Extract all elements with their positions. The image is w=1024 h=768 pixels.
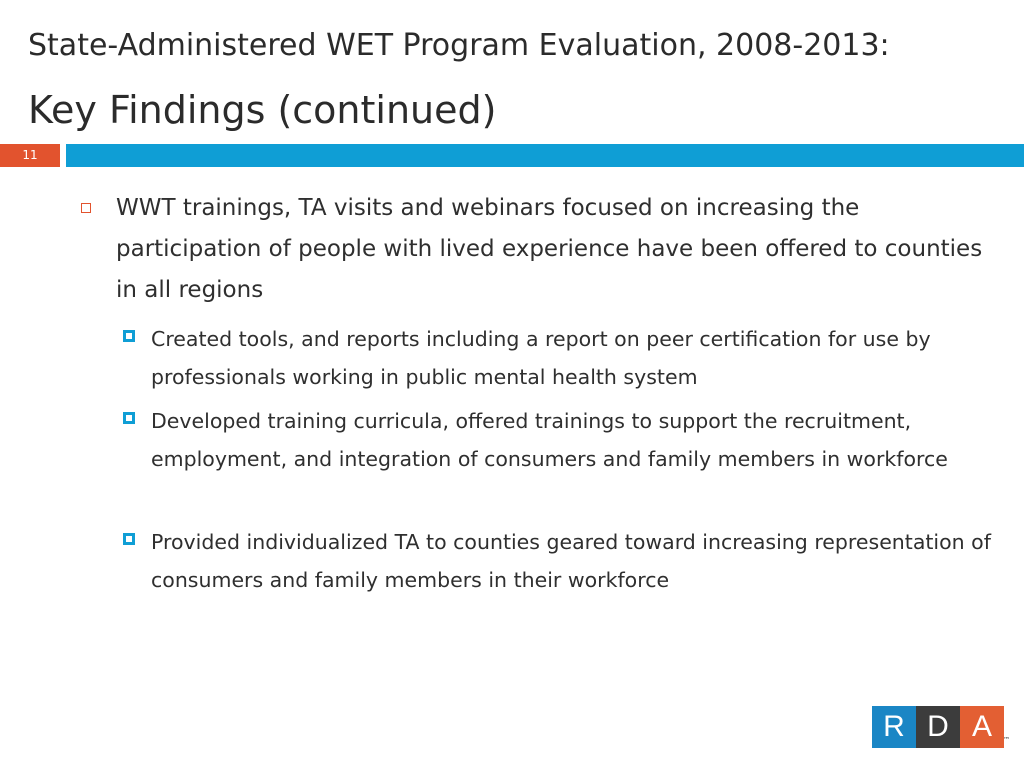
logo-trademark: ™ bbox=[1003, 736, 1010, 744]
sub-bullet-text: Provided individualized TA to counties geared toward increasing representation of consumers and family members in their workforce bbox=[151, 530, 991, 592]
sub-bullet-text: Developed training curricula, offered trainings to support the recruitment, employment, and integration of consumers and family members in workforce bbox=[151, 409, 948, 471]
square-bullet-icon bbox=[123, 533, 135, 545]
slide-title-line-1: State-Administered WET Program Evaluation, 2008-2013: bbox=[28, 28, 890, 63]
header-rule-bar bbox=[66, 144, 1024, 167]
sub-bullet-text: Created tools, and reports including a report on peer certification for use by professionals working in public mental health system bbox=[151, 327, 931, 389]
slide-title-line-2: Key Findings (continued) bbox=[28, 88, 497, 132]
logo-letter-a: A bbox=[960, 706, 1004, 748]
sub-bullet bbox=[123, 402, 993, 478]
square-bullet-icon bbox=[123, 412, 135, 424]
hollow-square-bullet-icon bbox=[81, 203, 91, 213]
rda-logo bbox=[872, 706, 1004, 748]
bullet-text: WWT trainings, TA visits and webinars focused on increasing the participation of people with lived experience have been offered to counties in all regions bbox=[116, 195, 983, 303]
sub-bullet bbox=[123, 320, 993, 396]
sub-bullet bbox=[123, 523, 993, 599]
slide-number-badge: 11 bbox=[0, 144, 60, 167]
logo-letter-r: R bbox=[872, 706, 916, 748]
bullet-level-1 bbox=[80, 188, 985, 311]
square-bullet-icon bbox=[123, 330, 135, 342]
logo-letter-d: D bbox=[916, 706, 960, 748]
